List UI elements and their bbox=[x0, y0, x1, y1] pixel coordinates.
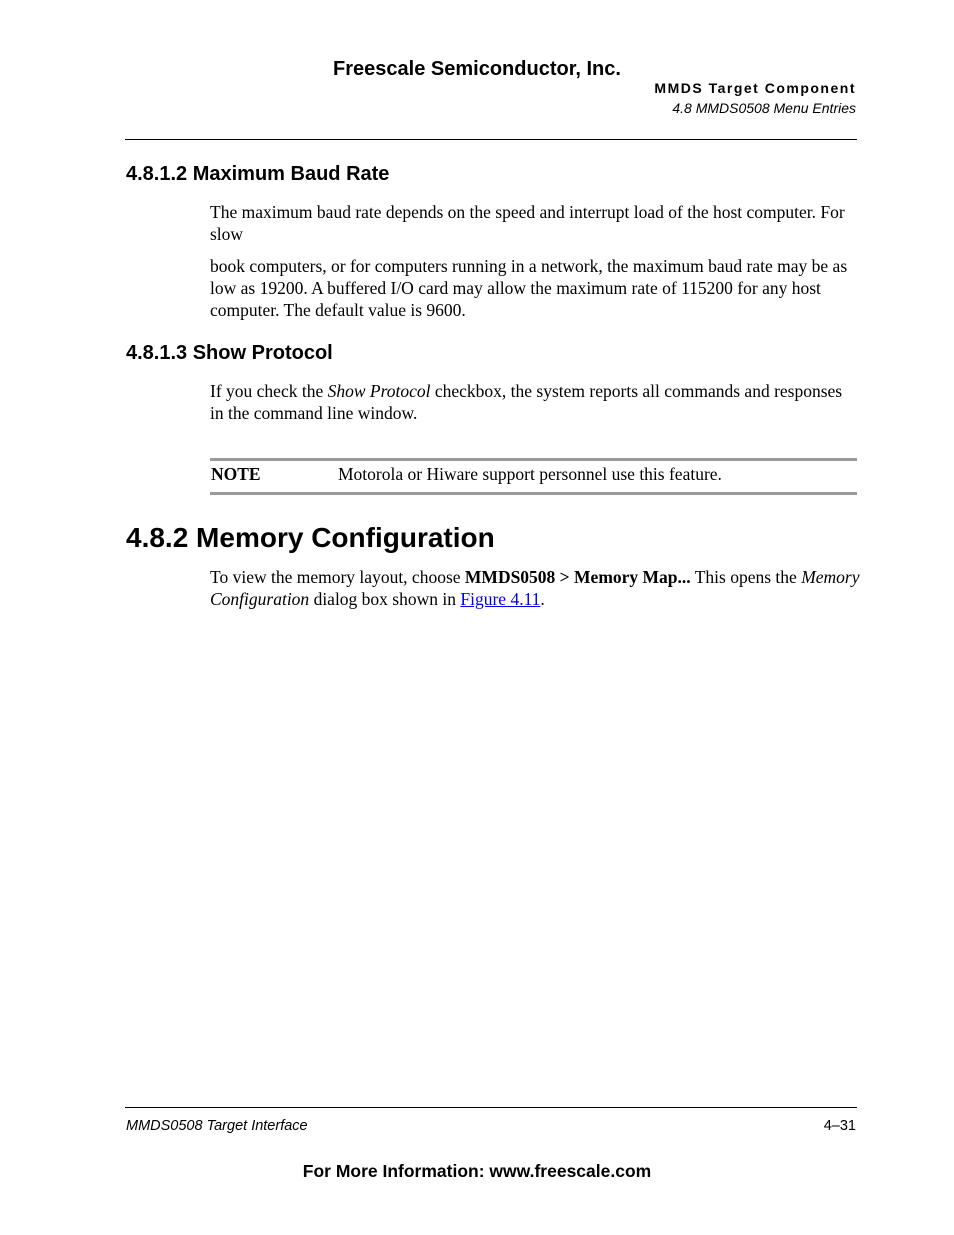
figure-link[interactable]: Figure 4.11 bbox=[460, 589, 541, 609]
footer-info: For More Information: www.freescale.com bbox=[302, 1161, 652, 1181]
memory-text-3: dialog box shown in bbox=[309, 589, 461, 609]
memory-dialog-name: Memory Configuration bbox=[210, 567, 860, 609]
protocol-paragraph bbox=[210, 380, 860, 424]
note-text: Motorola or Hiware support personnel use this feature. bbox=[338, 464, 722, 484]
company-name: Freescale Semiconductor, Inc. bbox=[333, 58, 621, 80]
memory-text-4: . bbox=[540, 589, 545, 609]
footer-rule bbox=[125, 1107, 857, 1108]
running-section: 4.8 MMDS0508 Menu Entries bbox=[672, 100, 856, 116]
running-title: MMDS Target Component bbox=[654, 80, 856, 96]
heading-memory-configuration: 4.8.2 Memory Configuration bbox=[126, 522, 495, 553]
heading-max-baud-rate: 4.8.1.2 Maximum Baud Rate bbox=[126, 163, 390, 185]
protocol-text-before: If you check the bbox=[210, 381, 328, 401]
memory-menu-path: MMDS0508 > Memory Map... bbox=[464, 567, 691, 587]
note-box bbox=[210, 458, 857, 495]
header-rule bbox=[125, 139, 857, 140]
memory-text-2: This opens the bbox=[690, 567, 802, 587]
note-label: NOTE bbox=[211, 464, 261, 484]
heading-show-protocol: 4.8.1.3 Show Protocol bbox=[126, 342, 333, 364]
footer-doc-title: MMDS0508 Target Interface bbox=[126, 1118, 308, 1134]
protocol-italic-term: Show Protocol bbox=[327, 381, 431, 401]
baud-paragraph-1: The maximum baud rate depends on the speed and interrupt load of the host computer. For slow bbox=[210, 202, 845, 244]
baud-paragraph-2: book computers, or for computers running in a network, the maximum baud rate may be as low as 19200. A buffered I/O card may allow the maximum rate of 115200 for any host computer. The default value is 9600. bbox=[210, 256, 848, 320]
memory-text-1: To view the memory layout, choose bbox=[210, 567, 465, 587]
memory-paragraph bbox=[210, 566, 860, 610]
protocol-text-after: checkbox, the system reports all commands and responses in the command line window. bbox=[210, 381, 843, 423]
footer-page-number: 4–31 bbox=[823, 1118, 856, 1134]
